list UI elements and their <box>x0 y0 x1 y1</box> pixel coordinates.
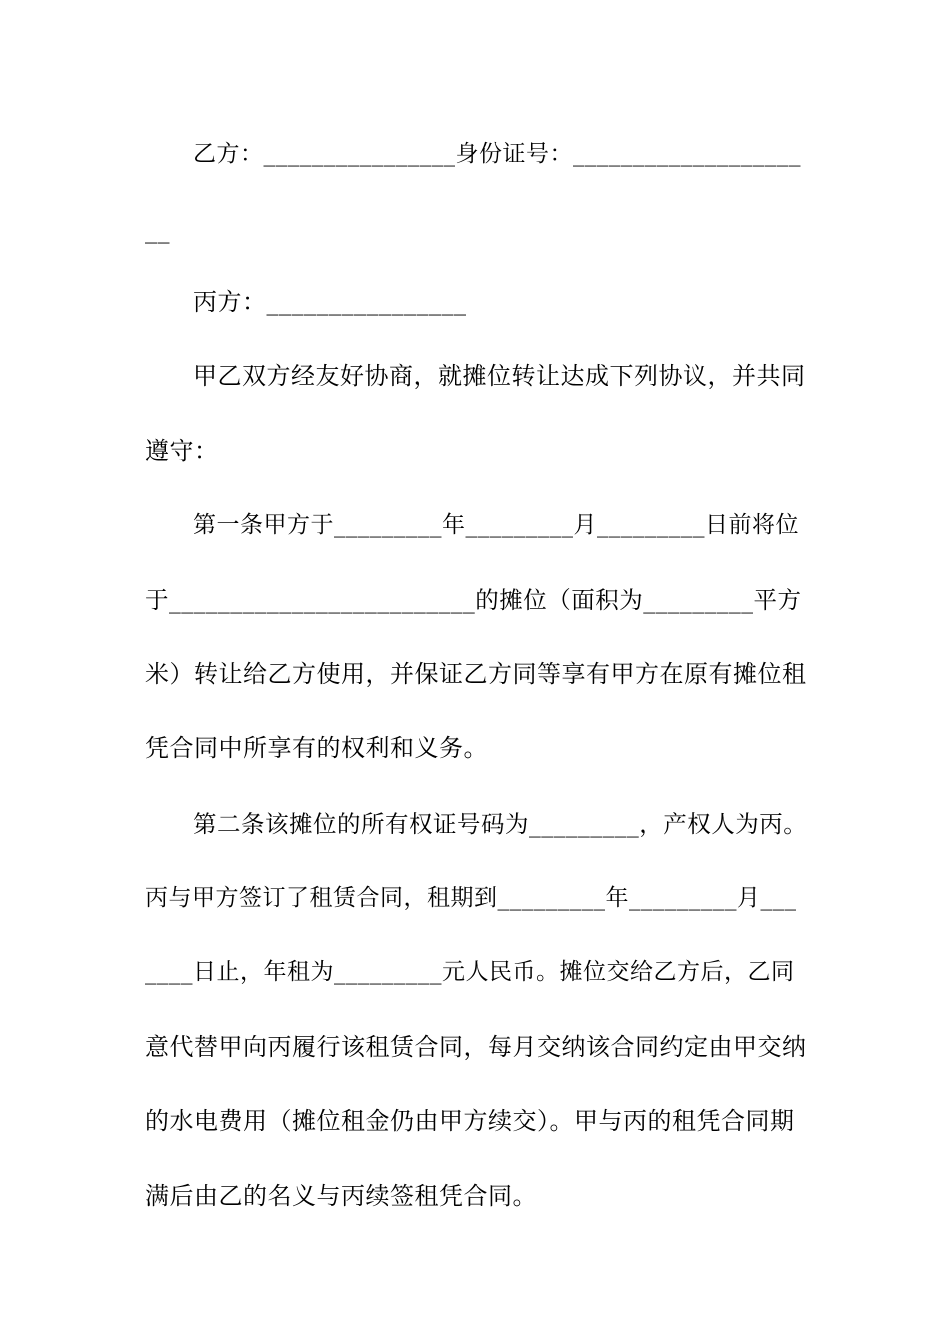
intro-paragraph-line-2: 遵守： <box>145 437 219 465</box>
article-2-line-4: 意代替甲向丙履行该租赁合同，每月交纳该合同约定由甲交纳 <box>145 1033 807 1061</box>
article-2-line-2: 丙与甲方签订了租赁合同，租期到_________年_________月___ <box>145 885 797 911</box>
article-2-line-5: 的水电费用（摊位租金仍由甲方续交）。甲与丙的租凭合同期 <box>145 1107 795 1135</box>
article-2-line-1: 第二条该摊位的所有权证号码为_________，产权人为丙。 <box>193 810 808 838</box>
party-b-line-continuation: __ <box>145 216 170 244</box>
party-b-line: 乙方：________________身份证号：___________________ <box>193 141 801 167</box>
article-1-line-2: 于_________________________的摊位（面积为_________平方 <box>145 586 802 614</box>
article-1-line-4: 凭合同中所享有的权利和义务。 <box>145 734 488 762</box>
article-1-line-3: 米）转让给乙方使用，并保证乙方同等享有甲方在原有摊位租 <box>145 660 807 688</box>
article-1-line-1: 第一条甲方于_________年_________月_________日前将位 <box>193 512 799 538</box>
party-c-line: 丙方：________________ <box>193 288 467 316</box>
article-2-line-3: ____日止，年租为_________元人民币。摊位交给乙方后，乙同 <box>145 959 795 985</box>
article-2-line-6: 满后由乙的名义与丙续签租凭合同。 <box>145 1182 537 1210</box>
intro-paragraph-line-1: 甲乙双方经友好协商，就摊位转让达成下列协议，并共同 <box>193 362 806 390</box>
